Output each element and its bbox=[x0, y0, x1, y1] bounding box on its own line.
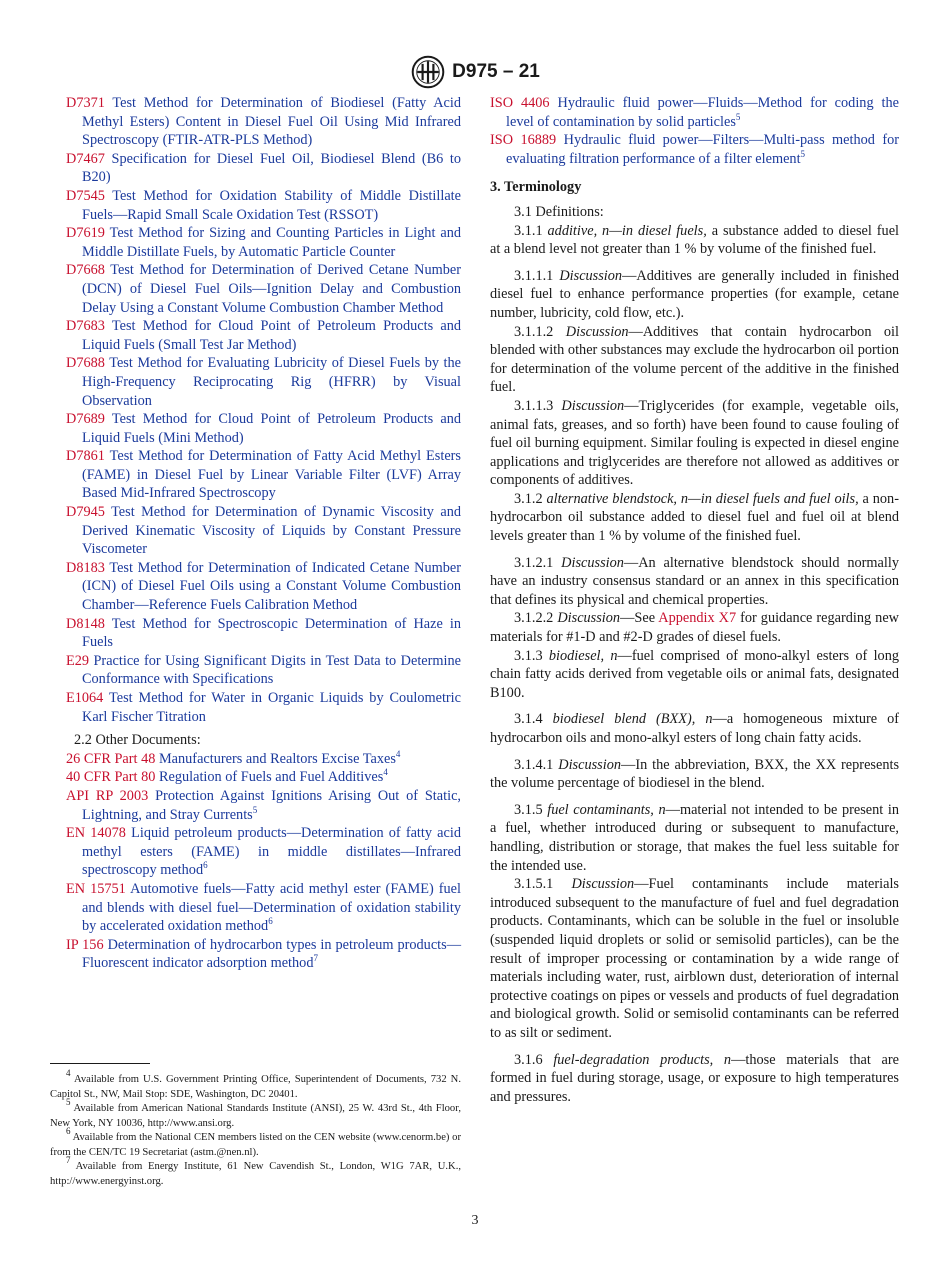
reference-item bbox=[66, 503, 461, 559]
discussion-text: —See bbox=[620, 610, 656, 627]
reference-code-link[interactable]: API RP 2003 bbox=[66, 787, 149, 804]
reference-code-link[interactable]: ISO 4406 bbox=[490, 95, 550, 111]
discussion-label: Discussion bbox=[559, 267, 623, 284]
definition-text: —material not intended to be present in a fuel, whether introduced during or subsequent to manufacture, handling, distribution or storage, that makes the fuel less suitable for the intended use. bbox=[490, 801, 899, 874]
reference-item bbox=[66, 750, 461, 769]
definition-text: —a homogeneous mixture of hydrocarbon oils and mono-alkyl esters of long chain fatty acids. bbox=[490, 711, 900, 746]
discussion-text: —In the abbreviation, BXX, the XX represents the volume percentage of biodiesel in the blend. bbox=[490, 756, 900, 792]
reference-code-link[interactable]: E29 bbox=[66, 652, 90, 669]
reference-title-link[interactable]: Specification for Diesel Fuel Oil, Biodiesel Blend (B6 to B20) bbox=[82, 150, 461, 186]
right-column bbox=[490, 94, 899, 1106]
footnotes bbox=[50, 1068, 461, 1189]
clause-number: 3.1.1.1 bbox=[514, 267, 554, 284]
appendix-x7-link[interactable]: Appendix X7 bbox=[658, 610, 737, 627]
reference-code-link[interactable]: D7945 bbox=[66, 504, 105, 521]
footnote bbox=[50, 1068, 461, 1102]
reference-title-link[interactable]: Test Method for Determination of Indicated Cetane Number (ICN) of Diesel Fuel Oils using a Constant Volume Combustion Chamber—Reference Fuels Calibration Method bbox=[82, 559, 461, 614]
discussion-text: —Additives that contain hydrocarbon oil blended with other substances may exclude the hydrocarbon oil portion for determination of the volume percent of the additive in the finished fuel. bbox=[490, 323, 899, 396]
reference-item bbox=[66, 880, 461, 936]
left-column bbox=[66, 94, 461, 973]
reference-code-link[interactable]: D7545 bbox=[66, 187, 105, 204]
reference-title-link[interactable]: Test Method for Cloud Point of Petroleum Products and Liquid Fuels (Mini Method) bbox=[82, 411, 461, 446]
reference-item bbox=[66, 261, 461, 317]
other-documents-list bbox=[66, 750, 461, 973]
footnote-marker[interactable]: 6 bbox=[203, 860, 208, 871]
reference-code-link[interactable]: D7688 bbox=[66, 355, 105, 372]
reference-title-link[interactable]: Determination of hydrocarbon types in petroleum products—Fluorescent indicator adsorption method bbox=[82, 936, 461, 972]
clause-number: 3.1.2 bbox=[514, 490, 543, 507]
reference-item bbox=[66, 354, 461, 410]
clause-number: 3.1.6 bbox=[514, 1051, 543, 1068]
reference-code-link[interactable]: D7467 bbox=[66, 150, 105, 167]
reference-item bbox=[66, 94, 461, 150]
footnote-number: 6 bbox=[66, 1126, 71, 1136]
footnote-text: Available from the National CEN members listed on the CEN website (www.cenorm.be) or from the CEN/TC 19 Secretariat (astm.@nen.nl). bbox=[50, 1132, 461, 1158]
reference-title-link[interactable]: Test Method for Oxidation Stability of Middle Distillate Fuels—Rapid Small Scale Oxidation Test (RSSOT) bbox=[82, 187, 461, 223]
footnote-marker[interactable]: 7 bbox=[313, 953, 318, 964]
defined-term: biodiesel, n bbox=[548, 647, 618, 664]
clause-number: 3.1.3 bbox=[514, 647, 543, 664]
definition-3-1-6 bbox=[490, 1051, 899, 1107]
footnote bbox=[50, 1126, 461, 1160]
footnote-marker[interactable]: 6 bbox=[268, 916, 273, 927]
discussion-label: Discussion bbox=[557, 610, 621, 627]
discussion-3-1-1-3 bbox=[490, 397, 899, 490]
reference-code-link[interactable]: D7619 bbox=[66, 225, 105, 242]
discussion-3-1-2-2 bbox=[490, 609, 899, 646]
definition-text: —those materials that are formed in fuel during storage, usage, or exposure to high temperatures and pressures. bbox=[490, 1051, 899, 1105]
reference-title-link[interactable]: Test Method for Determination of Derived Cetane Number (DCN) of Diesel Fuel Oils—Ignition Delay and Combustion Delay Using a Constant Volume Combustion Chamber Method bbox=[82, 262, 461, 316]
reference-item bbox=[66, 689, 461, 726]
definition-3-1-2 bbox=[490, 490, 899, 546]
reference-title-link[interactable]: Protection Against Ignitions Arising Out of Static, Lightning, and Stray Currents bbox=[82, 787, 461, 823]
reference-title-link[interactable]: Test Method for Determination of Biodiesel (Fatty Acid Methyl Esters) Content in Diesel Fuel Oil Using Mid Infrared Spectroscopy (FTIR-ATR-PLS Method) bbox=[82, 95, 461, 149]
footnote-marker[interactable]: 4 bbox=[395, 748, 401, 759]
reference-code-link[interactable]: 40 CFR Part 80 bbox=[66, 769, 156, 786]
definition-3-1-4 bbox=[490, 710, 899, 747]
reference-title-link[interactable]: Test Method for Water in Organic Liquids by Coulometric Karl Fischer Titration bbox=[82, 690, 461, 725]
reference-code-link[interactable]: D7861 bbox=[66, 448, 105, 465]
reference-item bbox=[66, 615, 461, 652]
footnote-number: 5 bbox=[66, 1097, 71, 1107]
reference-title-link[interactable]: Test Method for Determination of Fatty Acid Methyl Esters (FAME) in Diesel Fuel by Linear Variable Filter (LVF) Array Based Mid-Infrared Spectroscopy bbox=[82, 448, 461, 502]
defined-term: fuel-degradation products, n bbox=[553, 1051, 732, 1068]
footnote-number: 7 bbox=[66, 1155, 71, 1165]
reference-title-link[interactable]: Practice for Using Significant Digits in Test Data to Determine Conformance with Specifications bbox=[82, 652, 461, 688]
clause-number: 3.1.1 bbox=[514, 222, 543, 239]
definition-text: a substance added to diesel fuel at a blend level not greater than 1 % by volume of the finished fuel. bbox=[490, 222, 900, 258]
clause-number: 3.1.5.1 bbox=[514, 876, 554, 893]
reference-title-link[interactable]: Test Method for Sizing and Counting Particles in Light and Middle Distillate Fuels, by Automatic Particle Counter bbox=[82, 225, 461, 260]
discussion-text: for guidance regarding new materials for #1-D and #2-D grades of diesel fuels. bbox=[490, 610, 899, 646]
footnote-marker[interactable]: 5 bbox=[252, 804, 258, 815]
reference-title-link[interactable]: Manufacturers and Realtors Excise Taxes bbox=[158, 750, 396, 767]
defined-term: alternative blendstock, n—in diesel fuels and fuel oils, bbox=[546, 490, 859, 507]
page-header bbox=[0, 54, 950, 90]
reference-title-link[interactable]: Test Method for Spectroscopic Determination of Haze in Fuels bbox=[82, 615, 461, 651]
footnote bbox=[50, 1097, 461, 1131]
definition-text: a non-hydrocarbon oil substance added to diesel fuel and fuel oil at blend levels greater than 1 % by volume of the finished fuel. bbox=[490, 490, 899, 545]
reference-title-link[interactable]: Automotive fuels—Fatty acid methyl ester (FAME) fuel and blends with diesel fuel—Determination of oxidation stability by accelerated oxidation method bbox=[82, 880, 461, 935]
reference-code-link[interactable]: E1064 bbox=[66, 690, 104, 706]
reference-title-link[interactable]: Regulation of Fuels and Fuel Additives bbox=[158, 769, 384, 786]
clause-number: 3.1.2.1 bbox=[514, 554, 554, 571]
reference-item bbox=[66, 936, 461, 973]
reference-code-link[interactable]: 26 CFR Part 48 bbox=[66, 750, 156, 767]
reference-list bbox=[66, 94, 461, 726]
astm-logo-icon bbox=[410, 54, 446, 90]
footnote-divider bbox=[50, 1063, 150, 1064]
reference-code-link[interactable]: D7668 bbox=[66, 262, 105, 279]
discussion-text: —An alternative blendstock should normally have an industry consensus standard or an annex in this specification that defines its physical and chemical properties. bbox=[490, 554, 899, 608]
reference-code-link[interactable]: D8148 bbox=[66, 615, 105, 632]
reference-item bbox=[66, 559, 461, 615]
footnote-text: Available from U.S. Government Printing Office, Superintendent of Documents, 732 N. Capitol St., NW, Mail Stop: SDE, Washington, DC 20401. bbox=[50, 1074, 461, 1100]
definition-text: —fuel comprised of mono-alkyl esters of long chain fatty acids derived from vegetable oils or animal fats, designated B100. bbox=[490, 647, 899, 701]
reference-code-link[interactable]: ISO 16889 bbox=[490, 132, 557, 149]
definition-3-1-1 bbox=[490, 222, 899, 259]
reference-title-link[interactable]: Hydraulic fluid power—Fluids—Method for coding the level of contamination by solid particles bbox=[506, 95, 899, 130]
definition-3-1-3 bbox=[490, 647, 899, 703]
reference-title-link[interactable]: Test Method for Cloud Point of Petroleum Products and Liquid Fuels (Small Test Jar Method) bbox=[82, 318, 461, 353]
discussion-3-1-2-1 bbox=[490, 554, 899, 610]
reference-item bbox=[490, 94, 899, 131]
clause-number: 3.1.5 bbox=[514, 801, 543, 818]
definition-3-1-5 bbox=[490, 801, 899, 875]
reference-item bbox=[66, 410, 461, 447]
discussion-label: Discussion bbox=[565, 323, 629, 340]
document-designation: D975 – 21 bbox=[452, 61, 540, 82]
footnote-marker[interactable]: 5 bbox=[735, 111, 741, 122]
discussion-label: Discussion bbox=[558, 756, 622, 773]
reference-title-link[interactable]: Test Method for Evaluating Lubricity of Diesel Fuels by the High-Frequency Reciprocating Rig (HFRR) by Visual Observation bbox=[82, 355, 461, 409]
footnote-marker[interactable]: 5 bbox=[800, 148, 806, 159]
reference-item bbox=[66, 787, 461, 824]
definitions-label: 3.1 Definitions: bbox=[514, 203, 604, 220]
clause-number: 3.1.1.2 bbox=[514, 323, 554, 340]
reference-title-link[interactable]: Liquid petroleum products—Determination of fatty acid methyl esters (FAME) in middle distillates—Infrared spectroscopy method bbox=[82, 825, 461, 879]
reference-code-link[interactable]: D7689 bbox=[66, 411, 105, 428]
discussion-3-1-5-1 bbox=[490, 875, 899, 1042]
defined-term: biodiesel blend (BXX), n bbox=[552, 711, 713, 728]
reference-title-link[interactable]: Test Method for Determination of Dynamic Viscosity and Derived Kinematic Viscosity of Liquids by Constant Pressure Viscometer bbox=[82, 504, 461, 558]
other-documents-heading: 2.2 Other Documents: bbox=[74, 732, 201, 749]
reference-code-link[interactable]: D7683 bbox=[66, 318, 105, 335]
discussion-text: —Additives are generally included in finished diesel fuel to enhance performance properties (for example, cetane number, lubricity, cold flow, etc.). bbox=[490, 267, 899, 321]
reference-item bbox=[66, 224, 461, 261]
defined-term: fuel contaminants, n bbox=[547, 801, 666, 818]
footnote bbox=[50, 1155, 461, 1189]
reference-title-link[interactable]: Hydraulic fluid power—Filters—Multi-pass method for evaluating filtration performance of a filter element bbox=[506, 132, 900, 167]
discussion-3-1-1-1 bbox=[490, 267, 899, 323]
footnote-text: Available from Energy Institute, 61 New Cavendish St., London, W1G 7AR, U.K., http://www.energyinst.org. bbox=[50, 1161, 461, 1187]
defined-term: additive, n—in diesel fuels, bbox=[547, 222, 707, 239]
reference-item bbox=[66, 652, 461, 689]
clause-number: 3.1.4 bbox=[514, 711, 543, 728]
reference-code-link[interactable]: D7371 bbox=[66, 95, 105, 111]
discussion-text: —Fuel contaminants include materials introduced subsequent to the manufacture of fuel and fuel degradation products. Contaminants, which can be soluble in the fuel or insoluble (suspended liquid droplets or solid or semisolid particles), can be the result of improper processing or contamination by a wide range of materials including water, rust, airblown dust, deterioration of internal protective coatings on pipes or vessels and products of fuel degradation and biological growth. Solid or semisolid contaminants can be referred to as silt or sediment. bbox=[490, 876, 899, 1041]
reference-item bbox=[490, 131, 899, 168]
footnote-marker[interactable]: 4 bbox=[383, 767, 388, 778]
page-number: 3 bbox=[471, 1213, 479, 1228]
footnote-number: 4 bbox=[66, 1068, 71, 1078]
reference-code-link[interactable]: IP 156 bbox=[66, 936, 104, 953]
terminology-heading: 3. Terminology bbox=[490, 179, 582, 196]
reference-item bbox=[66, 824, 461, 880]
reference-item bbox=[66, 768, 461, 787]
reference-item bbox=[66, 447, 461, 503]
clause-number: 3.1.4.1 bbox=[514, 756, 554, 773]
clause-number: 3.1.1.3 bbox=[514, 397, 554, 414]
reference-item bbox=[66, 187, 461, 224]
discussion-label: Discussion bbox=[571, 876, 635, 893]
discussion-label: Discussion bbox=[561, 397, 625, 414]
footnote-text: Available from American National Standards Institute (ANSI), 25 W. 43rd St., 4th Floor, New York, NY 10036, http://www.ansi.org. bbox=[50, 1103, 461, 1129]
reference-code-link[interactable]: D8183 bbox=[66, 559, 105, 576]
discussion-3-1-1-2 bbox=[490, 323, 899, 397]
reference-code-link[interactable]: EN 15751 bbox=[66, 880, 126, 897]
discussion-text: —Triglycerides (for example, vegetable oils, animal fats, greases, and so forth) have been found to cause fouling of fuel oil burning equipment. Similar fouling is expected in diesel engine applications and triglycerides are therefore not allowed as additives or components of additives. bbox=[490, 397, 899, 489]
discussion-label: Discussion bbox=[561, 554, 624, 571]
reference-item bbox=[66, 317, 461, 354]
discussion-3-1-4-1 bbox=[490, 756, 899, 793]
clause-number: 3.1.2.2 bbox=[514, 610, 554, 627]
reference-code-link[interactable]: EN 14078 bbox=[66, 825, 126, 842]
reference-item bbox=[66, 150, 461, 187]
